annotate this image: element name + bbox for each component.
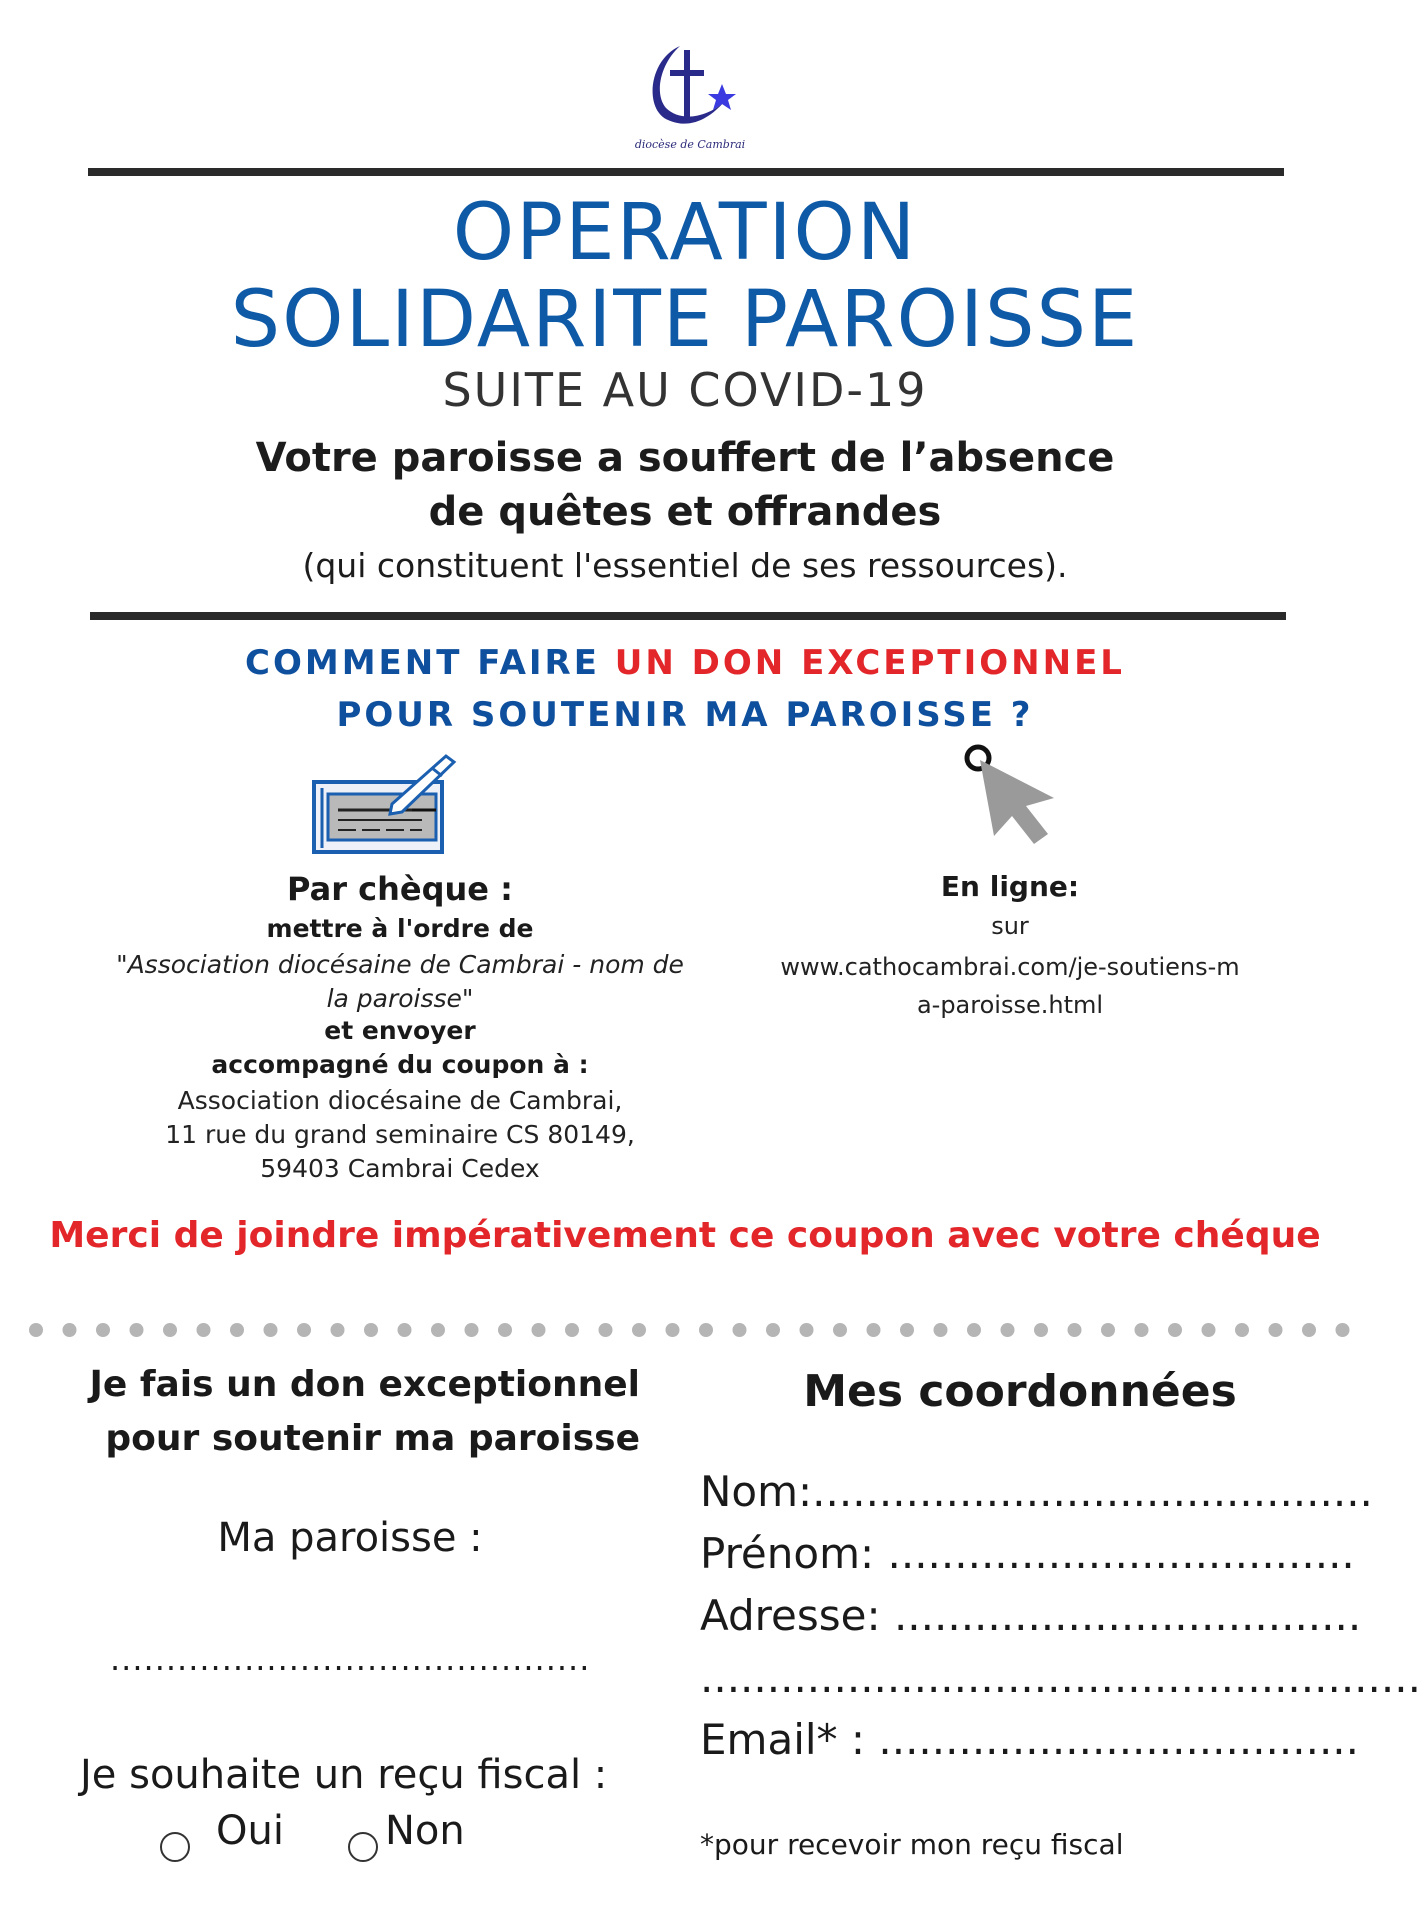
- cut-dot: [1168, 1323, 1182, 1337]
- cut-dot: [1135, 1323, 1149, 1337]
- cut-dot: [264, 1323, 278, 1337]
- paroisse-field[interactable]: ...........................................: [110, 1640, 591, 1678]
- prenom-field[interactable]: Prénom: ...................................: [700, 1529, 1355, 1578]
- question-line2: POUR SOUTENIR MA PAROISSE ?: [336, 695, 1034, 735]
- question-part1: COMMENT FAIRE: [245, 643, 615, 683]
- cut-dot: [96, 1323, 110, 1337]
- intro-line1: Votre paroisse a souffert de l’absence: [255, 435, 1115, 481]
- paroisse-label: Ma paroisse :: [217, 1515, 483, 1561]
- cut-dot: [1001, 1323, 1015, 1337]
- cheque-coupon-label: accompagné du coupon à :: [211, 1050, 589, 1079]
- don-title-line2: pour soutenir ma paroisse: [105, 1418, 640, 1459]
- online-title: En ligne:: [940, 870, 1080, 903]
- cut-dot: [800, 1323, 814, 1337]
- cheque-address: [110, 1084, 690, 1186]
- cut-dot: [1202, 1323, 1216, 1337]
- cut-dot: [465, 1323, 479, 1337]
- cut-dot: [565, 1323, 579, 1337]
- cut-dot: [331, 1323, 345, 1337]
- cut-dot: [1302, 1323, 1316, 1337]
- cut-dot: [29, 1323, 43, 1337]
- cut-dot: [900, 1323, 914, 1337]
- online-sur: sur: [991, 912, 1029, 940]
- cut-dot: [833, 1323, 847, 1337]
- cut-dot: [766, 1323, 780, 1337]
- question-line1: [0, 643, 1370, 683]
- cut-dot: [130, 1323, 144, 1337]
- middle-rule: [90, 612, 1286, 620]
- cheque-payee: "Association diocésaine de Cambrai - nom de la paroisse": [116, 950, 684, 1013]
- intro-line2: de quêtes et offrandes: [428, 489, 942, 535]
- cheque-send-label: et envoyer: [324, 1016, 476, 1045]
- cut-dot: [1336, 1323, 1350, 1337]
- cut-dot: [1269, 1323, 1283, 1337]
- cut-dot: [364, 1323, 378, 1337]
- cut-dot: [398, 1323, 412, 1337]
- subtitle: SUITE AU COVID-19: [442, 363, 928, 417]
- cut-dot: [297, 1323, 311, 1337]
- don-title-line1: Je fais un don exceptionnel: [89, 1364, 640, 1405]
- cut-dot: [230, 1323, 244, 1337]
- cut-dot: [1235, 1323, 1249, 1337]
- cut-dot: [498, 1323, 512, 1337]
- online-url-text[interactable]: www.cathocambrai.com/je-soutiens-ma-paroisse.html: [780, 953, 1240, 1019]
- cut-dot: [532, 1323, 546, 1337]
- cheque-pen-icon: [312, 752, 462, 862]
- address-line3: 59403 Cambrai Cedex: [260, 1154, 540, 1183]
- cut-dot: [1034, 1323, 1048, 1337]
- address-line2: 11 rue du grand seminaire CS 80149,: [165, 1120, 635, 1149]
- online-url[interactable]: [720, 948, 1300, 1024]
- cut-dot: [599, 1323, 613, 1337]
- cheque-order-label: mettre à l'ordre de: [266, 914, 534, 943]
- intro-line3: (qui constituent l'essentiel de ses ressources).: [302, 546, 1068, 585]
- cut-dot: [666, 1323, 680, 1337]
- non-label: Non: [385, 1808, 465, 1854]
- cut-dot: [1068, 1323, 1082, 1337]
- nom-field[interactable]: Nom:..........................................: [700, 1467, 1373, 1516]
- logo-caption: diocèse de Cambrai: [634, 138, 746, 151]
- diocese-logo: [640, 40, 740, 152]
- email-field[interactable]: Email* : ....................................: [700, 1715, 1359, 1764]
- cut-dot: [733, 1323, 747, 1337]
- cut-line-dots: [28, 1322, 1348, 1338]
- recu-fiscal-label: Je souhaite un reçu fiscal :: [80, 1752, 608, 1798]
- cut-dot: [632, 1323, 646, 1337]
- cut-dot: [699, 1323, 713, 1337]
- coordonnees-title: Mes coordonnées: [803, 1366, 1237, 1417]
- cut-dot: [163, 1323, 177, 1337]
- radio-non[interactable]: [348, 1832, 378, 1862]
- cut-dot: [1101, 1323, 1115, 1337]
- radio-oui[interactable]: [160, 1832, 190, 1862]
- oui-label: Oui: [216, 1808, 284, 1854]
- cut-dot: [867, 1323, 881, 1337]
- address-line1: Association diocésaine de Cambrai,: [177, 1086, 623, 1115]
- adresse-field-line2[interactable]: ......................................................: [700, 1653, 1421, 1702]
- cut-dot: [63, 1323, 77, 1337]
- cursor-click-icon: [960, 740, 1070, 850]
- cut-dot: [967, 1323, 981, 1337]
- question-highlight: UN DON EXCEPTIONNEL: [614, 643, 1125, 683]
- cut-dot: [197, 1323, 211, 1337]
- cut-dot: [431, 1323, 445, 1337]
- cheque-title: Par chèque :: [287, 870, 513, 908]
- email-footnote: *pour recevoir mon reçu fiscal: [700, 1828, 1124, 1861]
- coupon-reminder: Merci de joindre impérativement ce coupon avec votre chéque: [49, 1215, 1321, 1256]
- adresse-field[interactable]: Adresse: ...................................: [700, 1591, 1362, 1640]
- cut-dot: [934, 1323, 948, 1337]
- title-line2: SOLIDARITE PAROISSE: [230, 275, 1140, 365]
- title-line1: OPERATION: [452, 188, 918, 278]
- top-rule: [88, 168, 1284, 176]
